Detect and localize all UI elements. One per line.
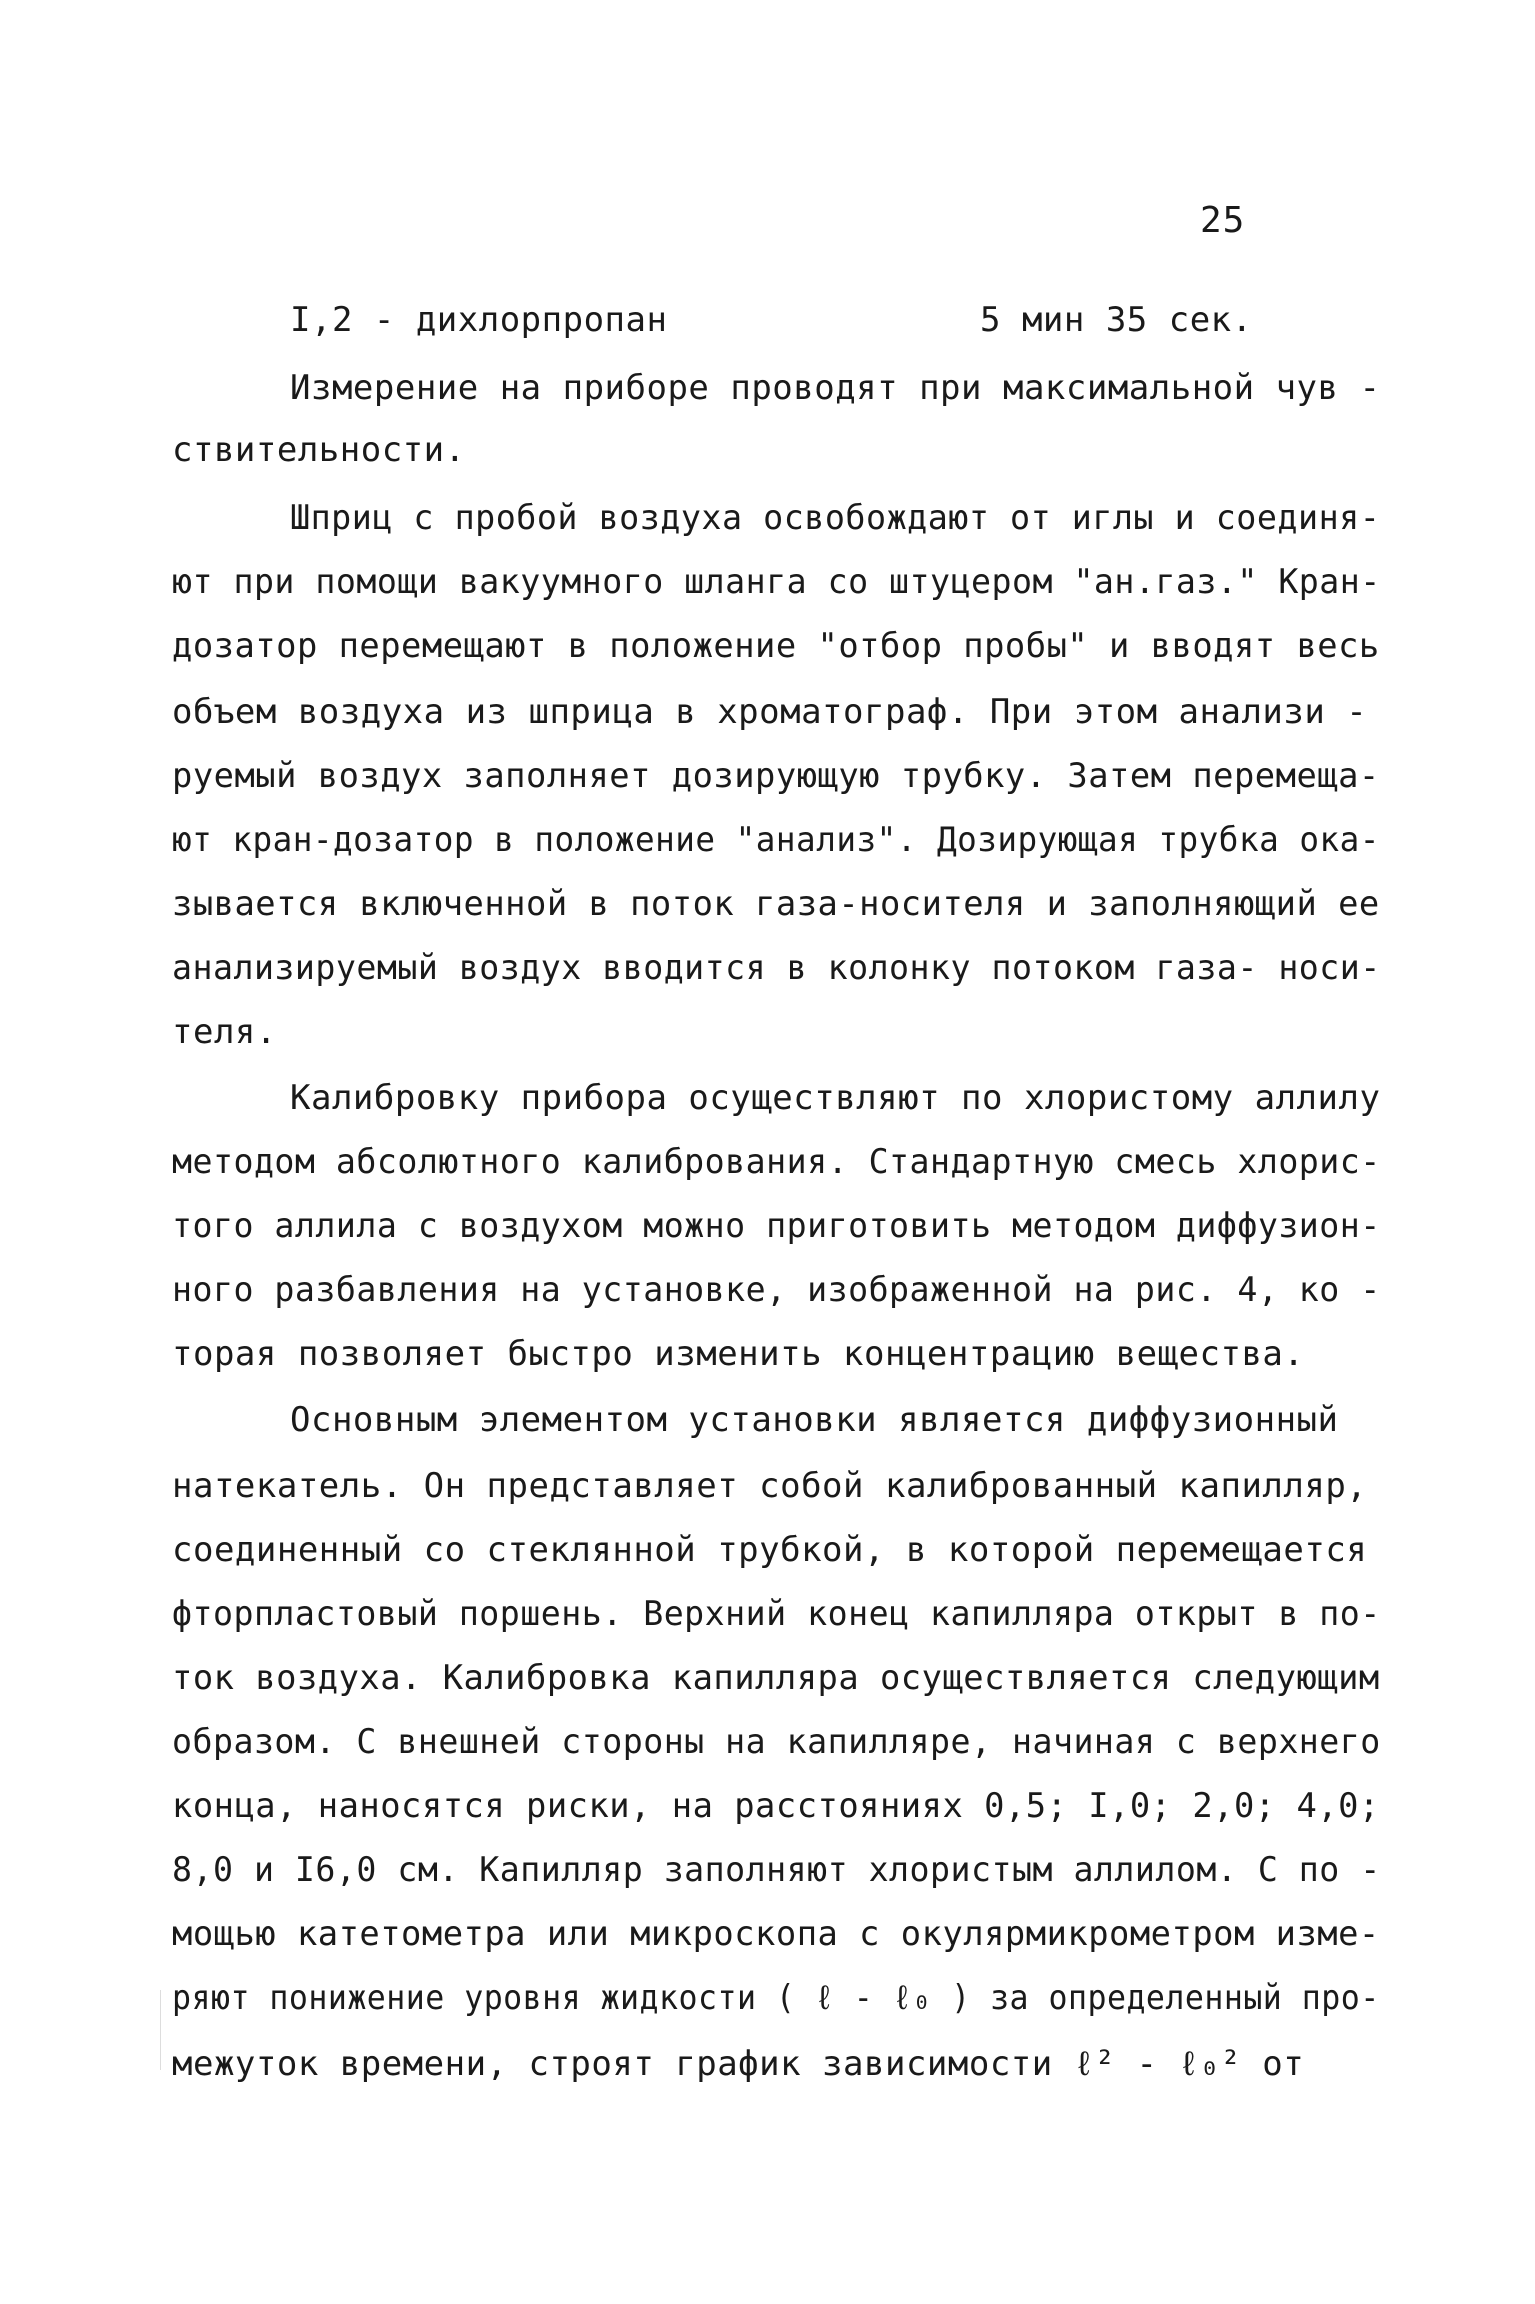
p1-line-1: Измерение на приборе проводят при максимальной чув - xyxy=(290,368,1381,408)
header-substance: I,2 - дихлорпропан xyxy=(290,300,668,340)
p2-line-6: ют кран-дозатор в положение "анализ". Дозирующая трубка ока- xyxy=(172,820,1380,860)
p2-line-1: Шприц с пробой воздуха освобождают от иглы и соединя- xyxy=(290,498,1381,538)
p3-line-3: того аллила с воздухом можно приготовить методом диффузион- xyxy=(172,1206,1381,1246)
p2-line-4: объем воздуха из шприца в хроматограф. При этом анализи - xyxy=(172,692,1368,732)
p2-line-7: зывается включенной в поток газа-носителя и заполняющий ее xyxy=(172,884,1380,924)
p2-line-2: ют при помощи вакуумного шланга со штуцером "ан.газ." Кран- xyxy=(172,562,1381,602)
p3-line-2: методом абсолютного калибрования. Стандартную смесь хлорис- xyxy=(172,1142,1381,1182)
p3-line-4: ного разбавления на установке, изображенной на рис. 4, ко - xyxy=(172,1270,1381,1310)
p4-line-1: Основным элементом установки является диффузионный xyxy=(290,1400,1339,1440)
header-time: 5 мин 35 сек. xyxy=(980,300,1253,340)
p4-line-5: ток воздуха. Калибровка капилляра осуществляется следующим xyxy=(172,1658,1380,1698)
p4-line-10: ряют понижение уровня жидкости ( ℓ - ℓ₀ ) за определенный про- xyxy=(172,1978,1380,2018)
p4-line-9: мощью катетометра или микроскопа с окулярмикрометром изме- xyxy=(172,1914,1380,1954)
margin-rule xyxy=(160,1990,161,2070)
p2-line-5: руемый воздух заполняет дозирующую трубку. Затем перемеща- xyxy=(172,756,1380,796)
p4-line-11: межуток времени, строят график зависимости ℓ² - ℓ₀² от xyxy=(172,2044,1305,2084)
p4-line-4: фторпластовый поршень. Верхний конец капилляра открыт в по- xyxy=(172,1594,1381,1634)
p4-line-2: натекатель. Он представляет собой калиброванный капилляр, xyxy=(172,1466,1368,1506)
p2-line-8: анализируемый воздух вводится в колонку потоком газа- носи- xyxy=(172,948,1381,988)
p4-line-8: 8,0 и I6,0 см. Капилляр заполняют хлористым аллилом. С по - xyxy=(172,1850,1381,1890)
p2-line-9: теля. xyxy=(172,1012,277,1052)
p3-line-5: торая позволяет быстро изменить концентрацию вещества. xyxy=(172,1334,1305,1374)
p3-line-1: Калибровку прибора осуществляют по хлористому аллилу xyxy=(290,1078,1381,1118)
p2-line-3: дозатор перемещают в положение "отбор пробы" и вводят весь xyxy=(172,626,1380,666)
p4-line-3: соединенный со стеклянной трубкой, в которой перемещается xyxy=(172,1530,1368,1570)
page-number: 25 xyxy=(1200,200,1246,241)
p4-line-7: конца, наносятся риски, на расстояниях 0,5; I,0; 2,0; 4,0; xyxy=(172,1786,1380,1826)
p4-line-6: образом. С внешней стороны на капилляре, начиная с верхнего xyxy=(172,1722,1381,1762)
p1-line-2: ствительности. xyxy=(172,430,466,470)
